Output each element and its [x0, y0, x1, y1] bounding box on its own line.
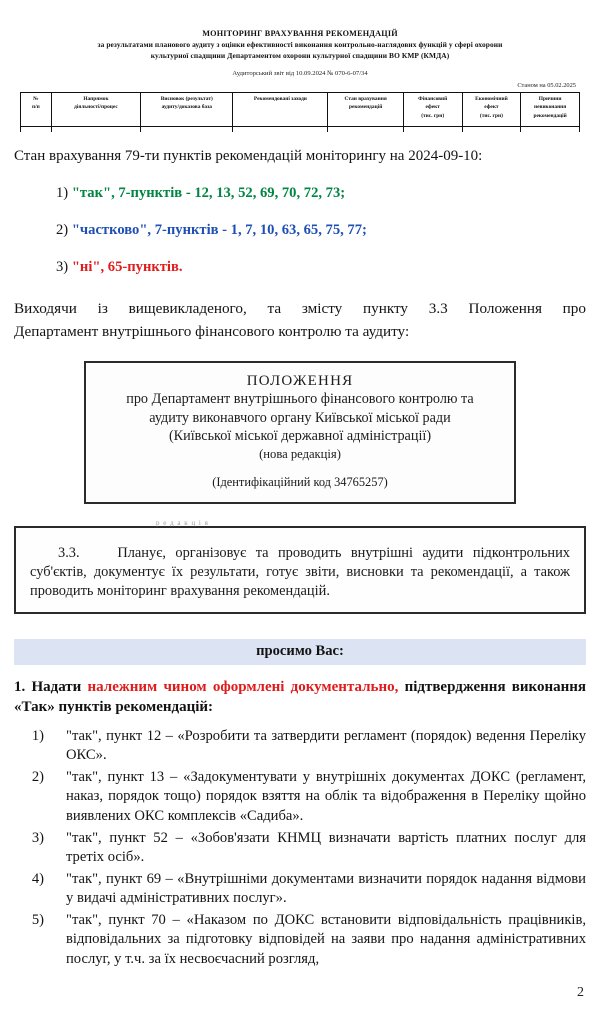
list-item-number: 2) — [31, 768, 44, 785]
column-title: Висновок (результат) — [160, 96, 213, 103]
status-item-marker: 3) — [56, 259, 69, 275]
list-item — [14, 727, 586, 766]
column-title: Стан врахування — [344, 96, 387, 103]
clause-quote-box — [14, 519, 586, 613]
list-item-number: 4) — [31, 870, 44, 887]
table-column-status — [328, 93, 403, 126]
table-column-financial-effect — [403, 93, 462, 126]
column-title: Напрямок — [83, 96, 109, 103]
column-title: Рекомендовані заходи — [253, 96, 307, 103]
document-title-line-3: культурної спадщини Департаментом охорони культурної спадщини ВО КМР (КМДА) — [150, 50, 450, 60]
document-header-block — [20, 28, 580, 132]
page-number: 2 — [577, 985, 584, 1000]
column-units: (тис. грн) — [479, 112, 503, 119]
list-item-number: 5) — [31, 911, 44, 928]
clause-paragraph — [30, 544, 570, 601]
column-title: Причини — [538, 96, 562, 103]
document-title-line-2: за результатами планового аудиту з оцінки ефективності виконання контрольно-наглядових функцій у сфері охорони — [97, 39, 503, 49]
table-column-number — [21, 93, 52, 126]
status-item-text: "так", 7-пунктів - 12, 13, 52, 69, 70, 72, 73; — [71, 185, 346, 201]
status-item-text: "ні", 65-пунктів. — [71, 259, 183, 275]
conclusion-line-1: Виходячи із вищевикладеного, та змісту пункту 3.3 Положення про — [14, 300, 586, 317]
document-body — [14, 148, 586, 969]
regulation-line-3: (Київської міської державної адміністрації) — [168, 428, 432, 445]
clause-number: 3.3. — [58, 545, 80, 562]
list-item-text: "так", пункт 52 – «Зобов'язати КНМЦ визначати вартість платних послуг для третіх осіб». — [66, 829, 586, 866]
status-item-marker: 2) — [56, 222, 69, 238]
regulation-line-2: аудиту виконавчого органу Київської міської ради — [149, 409, 451, 426]
column-subtitle: п/п — [32, 104, 40, 111]
status-item-marker: 1) — [56, 185, 69, 201]
request-banner: просимо Вас: — [14, 639, 586, 665]
column-subtitle: рекомендацій — [348, 104, 383, 111]
column-subtitle: ефект — [484, 104, 499, 111]
table-column-direction — [51, 93, 140, 126]
status-summary-list — [14, 185, 586, 276]
table-column-conclusion — [141, 93, 233, 126]
column-subtitle: діяльності/процес — [74, 104, 118, 111]
status-item-text: "частково", 7-пунктів - 1, 7, 10, 63, 65, 75, 77; — [71, 222, 367, 238]
column-units: (тис. грн) — [421, 112, 445, 119]
column-title: Фінансовий — [418, 96, 448, 103]
summary-intro: Стан врахування 79-ти пунктів рекомендацій моніторингу на 2024-09-10: — [14, 148, 483, 164]
table-column-economic-effect — [462, 93, 521, 126]
column-title: Економічний — [475, 96, 508, 103]
regulation-title-box — [84, 361, 516, 504]
column-subtitle: ефект — [425, 104, 440, 111]
list-item-text: "так", пункт 12 – «Розробити та затвердити регламент (порядок) ведення Переліку ОКС». — [66, 727, 586, 764]
column-title: № — [33, 96, 39, 103]
request-intro — [14, 677, 586, 717]
list-item — [14, 870, 586, 909]
status-item-partial — [14, 222, 586, 239]
column-subtitle: аудиту/доказова база — [161, 104, 212, 111]
column-subtitle: невиконання — [534, 104, 567, 111]
audit-report-reference: Аудиторський звіт від 10.09.2024 № 070-6-07/34 — [232, 70, 368, 78]
list-item — [14, 911, 586, 970]
status-item-yes — [14, 185, 586, 202]
regulation-heading: ПОЛОЖЕННЯ — [246, 372, 354, 389]
list-item-text: "так", пункт 13 – «Задокументувати у внутрішніх документах ДОКС (регламент, наказ, порядок тощо) порядок взяття на облік та відображення в Переліку щойно виявлених ОКС комплексів «Садиба». — [66, 768, 586, 824]
list-item — [14, 768, 586, 827]
document-title-line-1: МОНІТОРИНГ ВРАХУВАННЯ РЕКОМЕНДАЦІЙ — [202, 29, 398, 38]
status-date: Станом на 05.02.2025 — [517, 82, 576, 90]
recommendations-list — [14, 727, 586, 970]
request-intro-prefix: 1. Надати — [14, 678, 88, 695]
table-header-row — [21, 93, 580, 126]
table-column-reasons — [521, 93, 580, 126]
regulation-edition: (нова редакція) — [259, 447, 341, 462]
list-item — [14, 829, 586, 868]
column-subtitle-2: рекомендацій — [533, 112, 567, 119]
table-cropped-row — [21, 126, 580, 132]
clause-body: Планує, організовує та проводить внутрішні аудити підконтрольних суб'єктів, документує їх результати, готує звіти, висновки та рекомендації, а також проводить моніторинг врахування рекомендацій. — [30, 545, 571, 600]
table-column-measures — [233, 93, 328, 126]
list-item-text: "так", пункт 69 – «Внутрішніми документами визначити порядок надання відмови у видачі адміністративних послуг». — [66, 870, 586, 907]
request-intro-highlight: належним чином оформлені документально, — [87, 678, 399, 695]
status-item-no — [14, 259, 586, 276]
list-item-number: 3) — [31, 829, 44, 846]
recommendations-table-header — [20, 92, 580, 131]
request-intro-suffix: підтвердження виконання «Так» пунктів рекомендацій: — [14, 678, 586, 715]
document-title — [20, 28, 580, 61]
conclusion-line-2: Департамент внутрішнього фінансового контролю та аудиту: — [14, 322, 410, 340]
conclusion-paragraph — [14, 299, 586, 343]
regulation-line-1: про Департамент внутрішнього фінансового контролю та — [126, 390, 474, 407]
regulation-identification-code: (Ідентифікаційний код 34765257) — [212, 475, 388, 490]
clause-cropped-text: р е д а к ц і я — [156, 519, 209, 528]
list-item-text: "так", пункт 70 – «Наказом по ДОКС встановити відповідальність працівників, відповідальних за підготовку відповідей на заяви про надання адміністративних послуг, у т.ч. за їх несвоєчасний розгляд, — [66, 911, 586, 967]
list-item-number: 1) — [31, 727, 44, 744]
